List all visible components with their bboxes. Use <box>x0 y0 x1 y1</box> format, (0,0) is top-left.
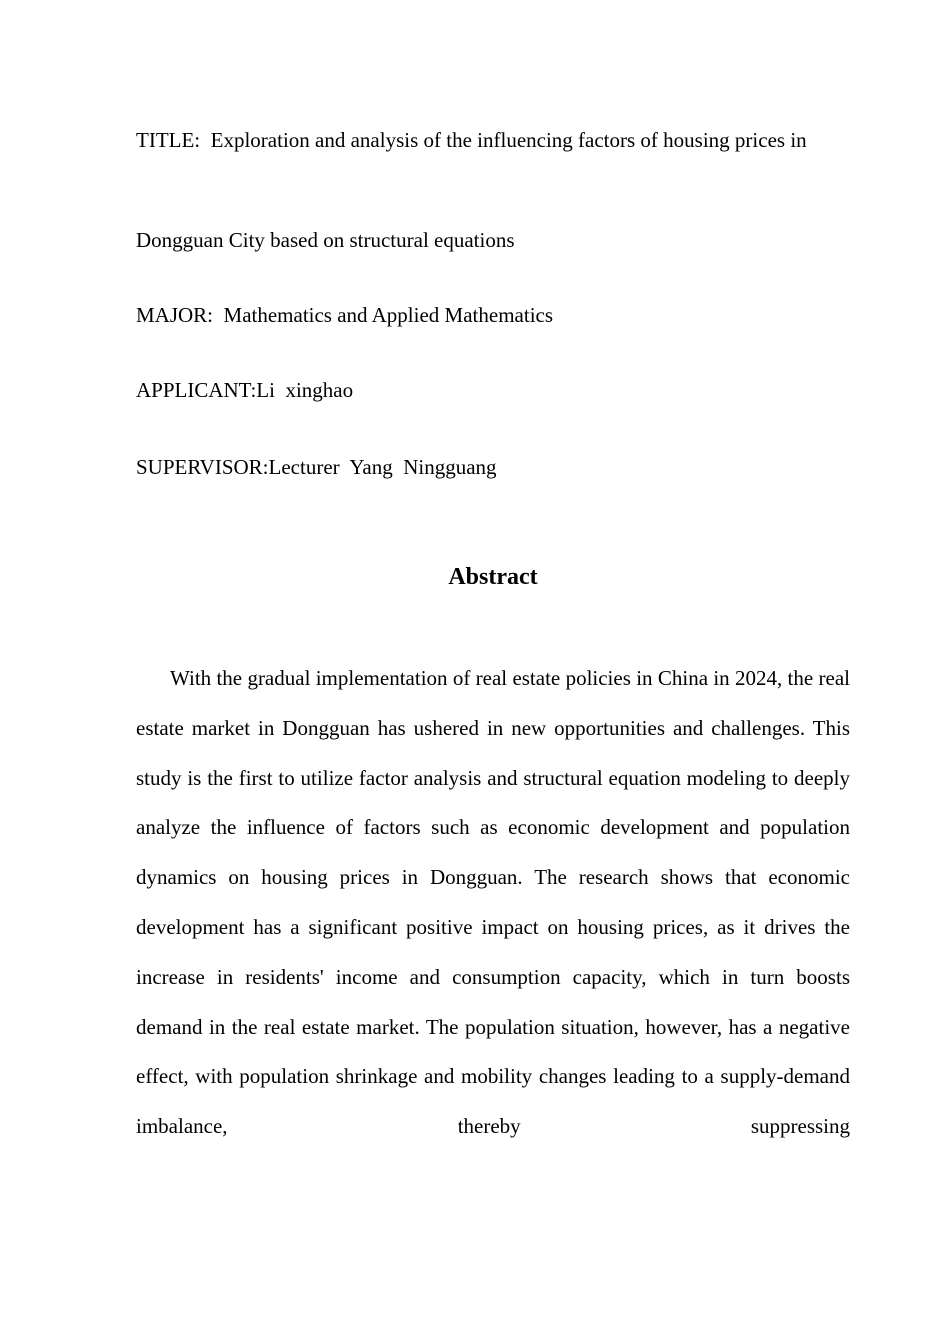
applicant-line: APPLICANT:Li xinghao <box>136 378 354 402</box>
abstract-body: With the gradual implementation of real estate policies in China in 2024, the real estate market in Dongguan has ushered in new opportunities and challenges. This study is the first to utilize factor analysis and structural equation modeling to deeply analyze the influence of factors such as economic development and population dynamics on housing prices in Dongguan. The research shows that economic development has a significant positive impact on housing prices, as it drives the increase in residents' income and consumption capacity, which in turn boosts demand in the real estate market. The population situation, however, has a negative effect, with population shrinkage and mobility changes leading to a supply-demand imbalance, thereby suppressing <box>136 666 850 1139</box>
abstract-heading: Abstract <box>448 564 538 590</box>
title-line-1: TITLE: Exploration and analysis of the influencing factors of housing prices in <box>136 128 807 152</box>
title-line-2: Dongguan City based on structural equations <box>136 228 515 252</box>
major-line: MAJOR: Mathematics and Applied Mathematics <box>136 303 554 327</box>
supervisor-line: SUPERVISOR:Lecturer Yang Ningguang <box>136 455 497 479</box>
